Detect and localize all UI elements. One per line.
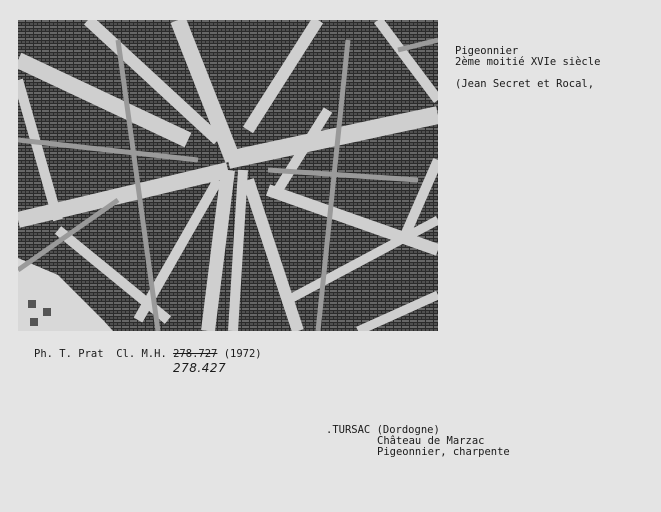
caption-date: 2ème moitié XVIe siècle <box>455 56 601 68</box>
caption-source: (Jean Secret et Rocal, <box>455 78 595 90</box>
photographer-credit: Ph. T. Prat <box>34 348 104 360</box>
credit-line <box>34 348 262 360</box>
caption-title: Pigeonnier <box>455 45 519 57</box>
location-block <box>326 425 510 458</box>
location-commune: .TURSAC (Dordogne) <box>326 424 440 436</box>
location-building: Château de Marzac <box>377 435 485 447</box>
credit-year: (1972) <box>223 348 262 360</box>
roof-framework-image <box>18 20 438 331</box>
struck-old-number: 278.727 <box>173 348 218 360</box>
timber-roof-photo <box>18 20 438 331</box>
photo-caption <box>455 46 600 90</box>
classification-label: Cl. M.H. <box>116 348 167 360</box>
handwritten-corrected-number: 278.427 <box>173 361 227 375</box>
location-detail: Pigeonnier, charpente <box>377 446 510 458</box>
